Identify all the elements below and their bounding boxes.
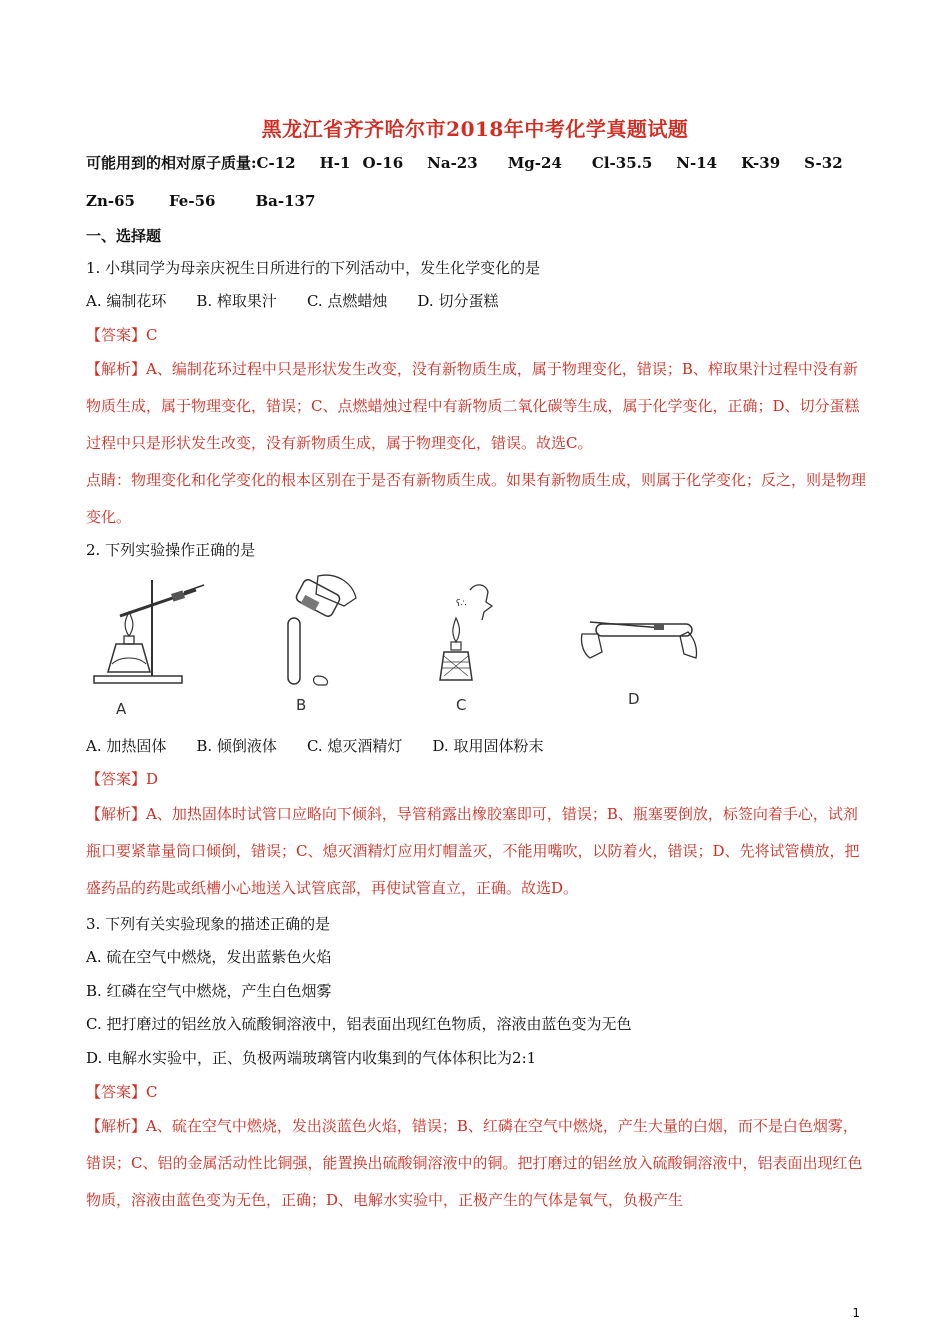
atomic-mass-item: Fe-56 xyxy=(168,192,216,210)
figure-b-pouring-liquid xyxy=(266,572,376,714)
atomic-mass-item: O-16 xyxy=(362,154,404,172)
question-1-options xyxy=(86,290,528,312)
option: B. 倾倒液体 xyxy=(196,737,277,755)
option: D. 切分蛋糕 xyxy=(417,292,499,310)
option: A. 编制花环 xyxy=(86,292,167,310)
option: C. 点燃蜡烛 xyxy=(306,292,388,310)
atomic-mass-item: K-39 xyxy=(741,154,781,172)
question-3-option-d: D. 电解水实验中，正、负极两端玻璃管内收集到的气体体积比为2:1 xyxy=(86,1049,537,1067)
atomic-mass-line-2 xyxy=(86,190,339,212)
atomic-mass-item: H-1 xyxy=(319,154,351,172)
atomic-mass-intro: 可能用到的相对原子质量: xyxy=(86,154,257,172)
question-1-analysis: 【解析】A、编制花环过程中只是形状发生改变，没有新物质生成，属于物理变化，错误；B、榨取果汁过程中没有新物质生成，属于物理变化，错误；C、点燃蜡烛过程中有新物质二氧化碳等生成，属于化学变化，正确；D、切分蛋糕过程中只是形状发生改变，没有新物质生成，属于物理变化，错误。故选C。 xyxy=(86,360,860,452)
atomic-mass-item: Na-23 xyxy=(427,154,478,172)
option: D. 取用固体粉末 xyxy=(432,737,544,755)
test-tube-spatula-icon xyxy=(576,572,706,682)
option: B. 榨取果汁 xyxy=(196,292,277,310)
question-3-option-a: A. 硫在空气中燃烧，发出蓝紫色火焰 xyxy=(86,948,332,966)
question-3-analysis: 【解析】A、硫在空气中燃烧，发出淡蓝色火焰，错误；B、红磷在空气中燃烧，产生大量的白烟，而不是白色烟雾，错误；C、铝的金属活动性比铜强，能置换出硫酸铜溶液中的铜。把打磨过的铝丝放入硫酸铜溶液中，铝表面出现红色物质，溶液由蓝色变为无色，正确；D、电解水实验中，正极产生的气体是氧气，负极产生 xyxy=(86,1117,863,1209)
question-2-answer: 【答案】D xyxy=(86,770,159,788)
figure-label: C xyxy=(456,696,467,714)
atomic-mass-item: S-32 xyxy=(804,154,843,172)
atomic-mass-item: Mg-24 xyxy=(507,154,562,172)
atomic-mass-item: Zn-65 xyxy=(86,192,135,210)
question-3-option-c: C. 把打磨过的铝丝放入硫酸铜溶液中，铝表面出现红色物质，溶液由蓝色变为无色 xyxy=(86,1015,632,1033)
svg-text:ʕ∴: ʕ∴ xyxy=(456,599,467,609)
question-2-options xyxy=(86,735,573,757)
question-3-option-b: B. 红磷在空气中燃烧，产生白色烟雾 xyxy=(86,982,332,1000)
section-heading: 一、选择题 xyxy=(86,227,162,245)
alcohol-lamp-icon xyxy=(426,572,516,692)
question-1-answer: 【答案】C xyxy=(86,326,158,344)
atomic-mass-item: C-12 xyxy=(256,154,296,172)
question-2-stem: 2. 下列实验操作正确的是 xyxy=(86,541,256,559)
question-3-answer: 【答案】C xyxy=(86,1083,158,1101)
question-1-tip: 点睛：物理变化和化学变化的根本区别在于是否有新物质生成。如果有新物质生成，则属于化学变化；反之，则是物理变化。 xyxy=(86,471,867,526)
figure-label: A xyxy=(116,700,127,718)
question-2-figures xyxy=(86,572,786,722)
question-3-stem: 3. 下列有关实验现象的描述正确的是 xyxy=(86,915,331,933)
page-title: 黑龙江省齐齐哈尔市2018年中考化学真题试题 xyxy=(261,117,689,141)
figure-c-alcohol-lamp xyxy=(426,572,516,714)
option: C. 熄灭酒精灯 xyxy=(306,737,403,755)
question-2-analysis: 【解析】A、加热固体时试管口应略向下倾斜，导管稍露出橡胶塞即可，错误；B、瓶塞要倒放，标签向着手心，试剂瓶口要紧靠量筒口倾倒，错误；C、熄灭酒精灯应用灯帽盖灭，不能用嘴吹，以防着火，错误；D、先将试管横放，把盛药品的药匙或纸槽小心地送入试管底部，再使试管直立，正确。故选D。 xyxy=(86,805,860,897)
figure-a-heating-solid xyxy=(86,572,206,718)
atomic-mass-line-1 xyxy=(86,152,867,174)
page-number: 1 xyxy=(852,1306,860,1320)
atomic-mass-item: N-14 xyxy=(676,154,718,172)
figure-label: B xyxy=(296,696,307,714)
question-1-stem: 1. 小琪同学为母亲庆祝生日所进行的下列活动中，发生化学变化的是 xyxy=(86,259,541,277)
iron-stand-burner-icon xyxy=(86,572,206,692)
figure-label: D xyxy=(628,690,640,708)
atomic-mass-item: Cl-35.5 xyxy=(591,154,653,172)
pouring-bottle-icon xyxy=(266,572,376,692)
option: A. 加热固体 xyxy=(86,737,167,755)
atomic-mass-item: Ba-137 xyxy=(255,192,316,210)
figure-d-adding-powder xyxy=(576,572,706,708)
